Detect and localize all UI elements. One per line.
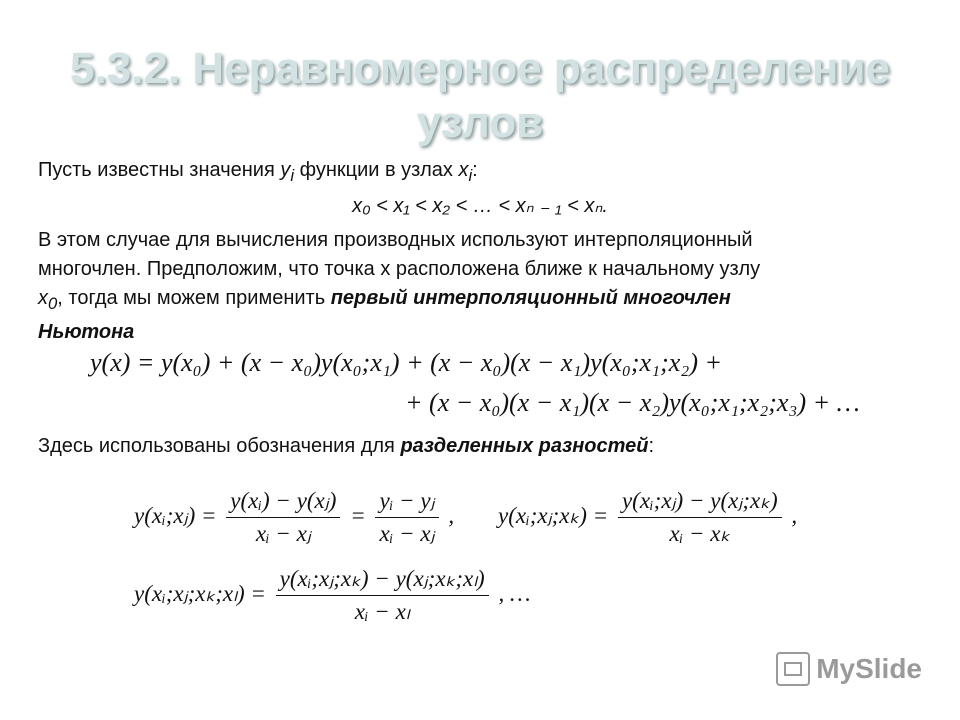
dd3-fraction [276,566,489,625]
dd1-fraction-2 [375,488,438,547]
para2-line-1: В этом случае для вычисления производных используют интерполяционный [38,229,753,251]
intro-text: Пусть известны значения [38,159,281,181]
para2-line-3-text: , тогда мы можем применить [57,287,331,309]
dd1-fraction-1 [226,488,340,547]
divided-difference-formula-2 [498,488,797,547]
intro-paragraph [38,156,478,190]
dd3-numerator: y(xᵢ;xⱼ;xₖ) − y(xⱼ;xₖ;xₗ) [276,566,489,596]
para2-newton-term: первый интерполяционный многочлен [330,287,731,309]
para2-x0: x [38,287,48,309]
dd2-lhs: y(xᵢ;xⱼ;xₖ) = [498,502,609,528]
dd1-denominator-1: xᵢ − xⱼ [255,521,311,546]
newton-formula-line-2: + (x − x₀)(x − x₁)(x − x₂)y(x₀;x₁;x₂;x₃) + … [405,388,860,417]
dd3-sep: , … [498,580,531,606]
logo-icon [776,652,810,686]
divided-difference-formula-3 [134,566,530,625]
dd2-sep: , [791,502,798,528]
dd1-numerator-1: y(xᵢ) − y(xⱼ) [226,488,340,518]
dd1-denominator-2: xᵢ − xⱼ [379,521,435,546]
intro-y-sub: i [290,166,295,185]
slide-title [0,42,960,150]
para2-line-2: многочлен. Предположим, что точка x расположена ближе к начальному узлу [38,258,761,280]
title-line-2: узлов [416,98,544,147]
intro-mid: функции в узлах [294,159,459,181]
intro-x: x [458,159,469,181]
dd1-sep: , [448,502,455,528]
logo-text: MySlide [816,653,922,684]
para2-line-4 [38,318,760,347]
para2-x0-sub: 0 [48,294,58,313]
newton-formula-line-1: y(x) = y(x₀) + (x − x₀)y(x₀;x₁) + (x − x₀)(x − x₁)y(x₀;x₁;x₂) + [90,348,723,377]
dd2-fraction [618,488,782,547]
dd2-denominator: xᵢ − xₖ [669,521,731,546]
paragraph-divided-differences [38,432,654,461]
divided-difference-formula-1 [134,488,454,547]
para2-newton-name: Ньютона [38,321,135,343]
myslide-logo [776,652,922,686]
dd1-lhs: y(xᵢ;xⱼ) = [134,502,217,528]
intro-x-sub: i [468,166,473,185]
dd1-eq: = [350,502,366,528]
dd3-lhs: y(xᵢ;xⱼ;xₖ;xₗ) = [134,580,266,606]
paragraph-interpolation [38,226,760,347]
para3-text: Здесь использованы обозначения для [38,435,401,457]
dd1-numerator-2: yᵢ − yⱼ [375,488,438,518]
dd3-denominator: xᵢ − xₗ [354,599,410,624]
intro-y: y [280,159,291,181]
title-line-1: 5.3.2. Неравномерное распределение [70,44,890,93]
dd2-numerator: y(xᵢ;xⱼ) − y(xⱼ;xₖ) [618,488,782,518]
node-ordering: x₀ < x₁ < x₂ < … < xₙ ₋ ₁ < xₙ. [352,195,608,217]
para3-bold: разделенных разностей [400,435,649,457]
para3-end: : [648,435,655,457]
para2-line-3 [38,284,760,318]
intro-end: : [472,159,478,181]
